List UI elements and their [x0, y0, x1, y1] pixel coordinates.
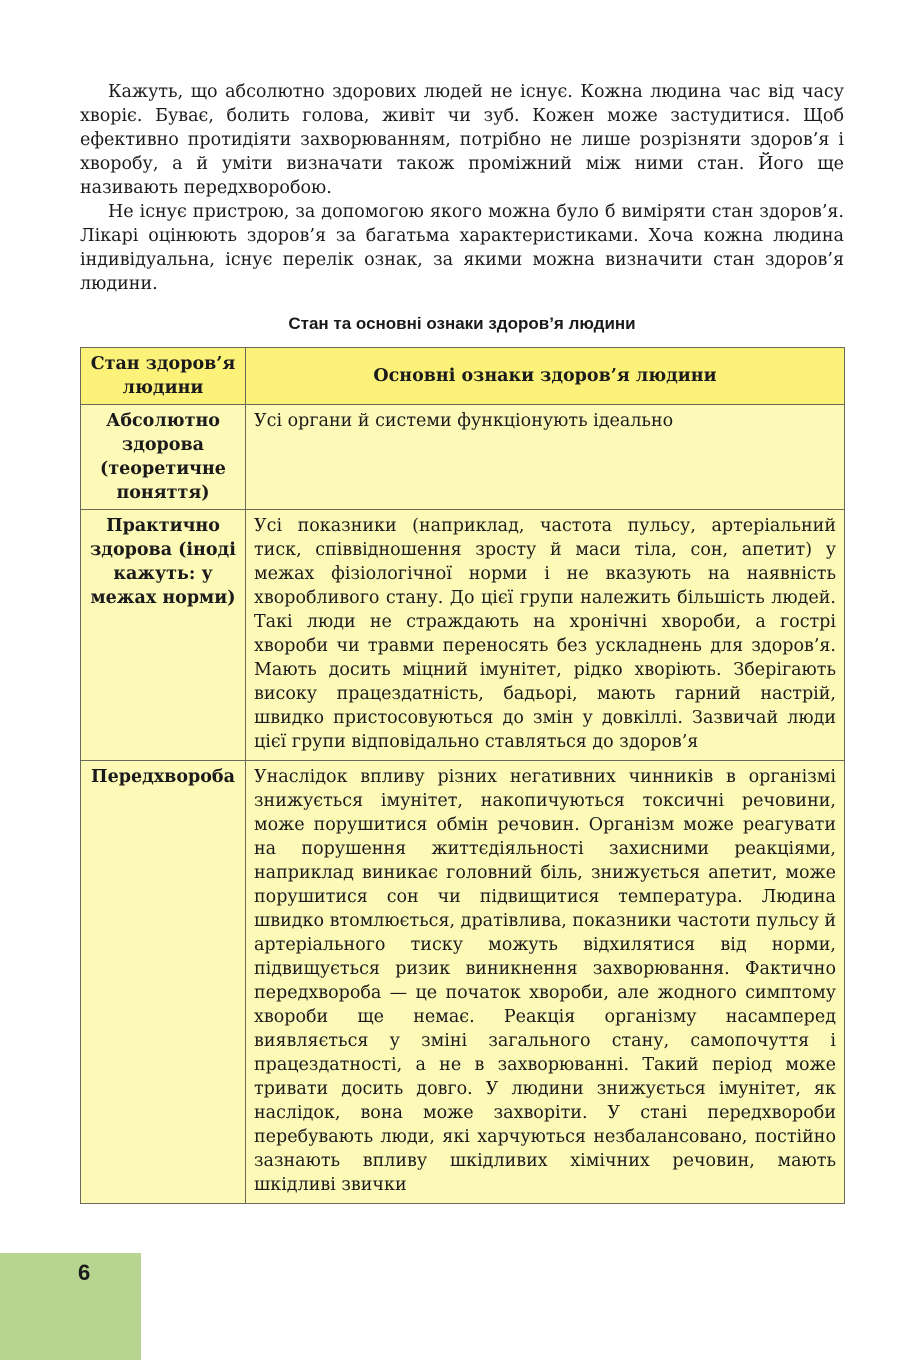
intro-paragraph-1: Кажуть, що абсолютно здорових людей не існує. Кожна людина час від часу хворіє. Буває, болить голова, живіт чи зуб. Кожен може застудитися. Щоб ефективно протидіяти захворюванням, потрібно не лише розрізняти здоров’я і хворобу, а й уміти визначати також проміжний між ними стан. Його ще називають передхворобою. — [80, 82, 844, 198]
state-practically-healthy: Практично здорова (іноді кажуть: у межах норми) — [81, 510, 246, 761]
state-pre-illness: Передхвороба — [81, 761, 246, 1204]
signs-pre-illness: Унаслідок впливу різних негативних чинників в організмі знижується імунітет, накопичуються токсичні речовини, може порушитися обмін речовин. Організм може реагувати на порушення життєдіяльності захисними реакціями, наприклад виникає головний біль, знижується апетит, може порушитися сон чи підвищитися температура. Людина швидко втомлюється, дратівлива, показники частоти пульсу й артеріального тиску можуть відхилятися від норми, підвищується ризик виникнення захворювання. Фактично передхвороба — це початок хвороби, але жодного симптому хвороби ще немає. Реакція організму насамперед виявляється у зміні загального стану, самопочуття і працездатності, а не в захворюванні. Такий період може тривати досить довго. У людини знижується імунітет, як наслідок, вона може захворіти. У стані передхвороби перебувають люди, які харчуються незбалансовано, постійно зазнають впливу шкідливих хімічних речовин, мають шкідливі звички — [246, 761, 845, 1204]
page-corner-tab — [0, 1253, 141, 1360]
table-row — [81, 761, 845, 1204]
state-absolutely-healthy: Абсолютно здорова (теоретичне поняття) — [81, 405, 246, 510]
table-row — [81, 405, 845, 510]
header-signs: Основні ознаки здоров’я людини — [246, 348, 845, 405]
signs-practically-healthy: Усі показники (наприклад, частота пульсу, артеріальний тиск, співвідношення зросту й маси тіла, сон, апетит) у межах фізіологічної норми і не вказують на наявність хворобливого стану. До цієї групи належить більшість людей. Такі люди не страждають на хронічні хвороби, а гострі хвороби чи травми переносять без ускладнень для здоров’я. Мають досить міцний імунітет, рідко хворіють. Зберігають високу працездатність, бадьорі, мають гарний настрій, швидко пристосовуються до змін у довкіллі. Зазвичай люди цієї групи відповідально ставляться до здоров’я — [246, 510, 845, 761]
table-header-row — [81, 348, 845, 405]
page-number: 6 — [78, 1260, 91, 1285]
table-caption: Стан та основні ознаки здоров’я людини — [288, 314, 636, 333]
table-row — [81, 510, 845, 761]
header-state: Стан здоров’я людини — [81, 348, 246, 405]
signs-absolutely-healthy: Усі органи й системи функціонують ідеально — [246, 405, 845, 510]
intro-text — [80, 80, 844, 296]
health-status-table — [80, 347, 845, 1204]
intro-paragraph-2: Не існує пристрою, за допомогою якого можна було б виміряти стан здоров’я. Лікарі оцінюють здоров’я за багатьма характеристиками. Хоча кожна людина індивідуальна, існує перелік ознак, за якими можна визначити стан здоров’я людини. — [80, 202, 844, 294]
